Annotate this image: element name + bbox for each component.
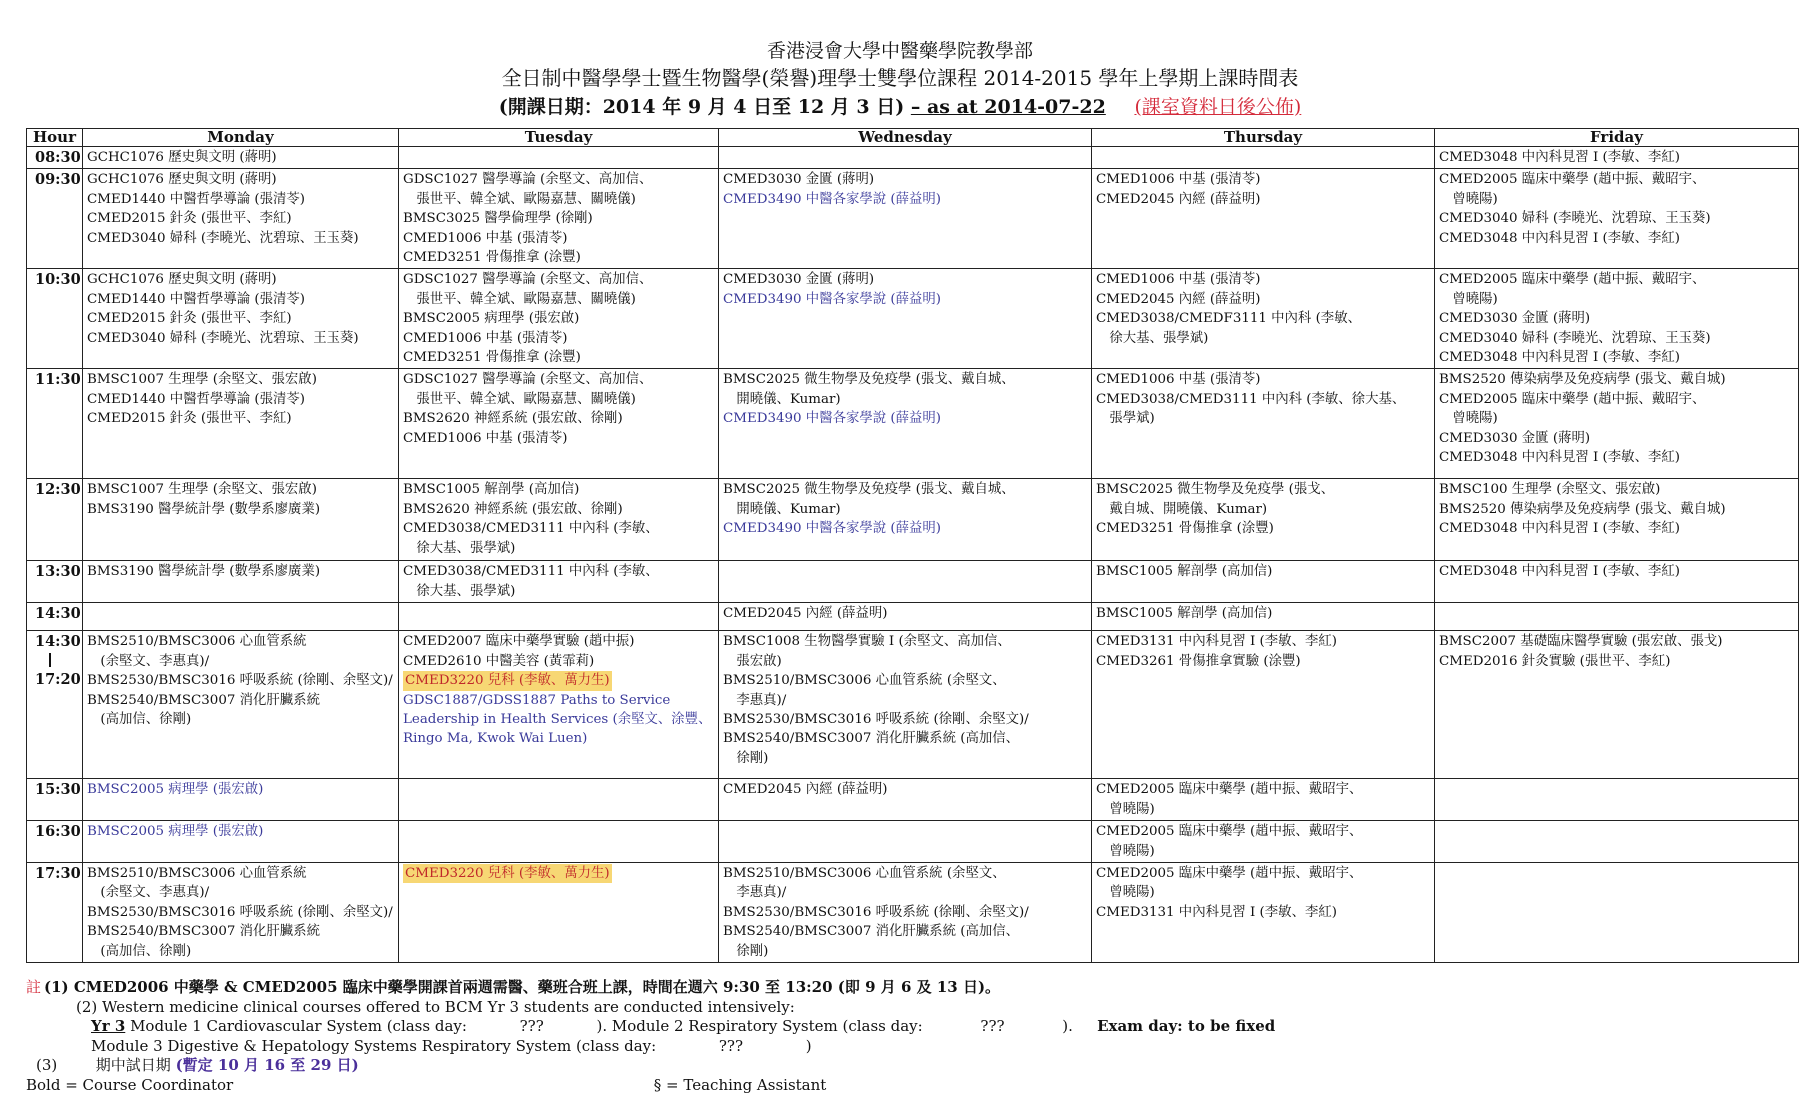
course-entry: CMED1006 中基 (張清苓) [403,330,568,346]
course-entry: 徐大基、張學斌) [403,540,516,556]
course-entry: BMS2510/BMSC3006 心血管系統 [87,634,307,650]
course-entry: CMED1006 中基 (張清苓) [403,430,568,446]
note-5-text: 期中試日期 [95,1056,171,1074]
hour-cell [27,369,83,479]
course-entry: (余堅文、李惠真)/ [87,885,210,901]
course-entry: CMED3038/CMEDF3111 中內科 (李敏、 [1096,311,1361,327]
course-entry: CMED1440 中醫哲學導論 (張清苓) [87,291,306,307]
course-entry: 開曉儀、Kumar) [723,391,841,407]
cell-friday [1435,369,1799,479]
term-dates: (開課日期：2014 年 9 月 4 日至 12 月 3 日) [498,96,905,118]
school-name: 香港浸會大學中醫藥學院教學部 [766,40,1033,62]
cell-tuesday [399,631,719,779]
course-entry: CMED2007 臨床中藥學實驗 (趙中振) [403,634,635,650]
cell-wednesday [719,369,1092,479]
cell-friday [1435,779,1799,821]
cell-friday [1435,479,1799,561]
course-entry: BMS2540/BMSC3007 消化肝臟系統 (高加信、 [723,924,1020,940]
course-entry: BMSC2025 微生物學及免疫學 (張戈、戴自城、 [723,482,1015,498]
course-entry: CMED2045 內經 (薛益明) [723,606,888,622]
course-entry: 李惠真)/ [723,885,787,901]
course-entry: CMED2016 針灸實驗 (張世平、李紅) [1439,653,1671,669]
course-entry: CMED3251 骨傷推拿 (涂豐) [1096,521,1274,537]
course-entry: GCHC1076 歷史與文明 (蔣明) [87,172,277,188]
course-entry: BMSC1007 生理學 (余堅文、張宏啟) [87,372,317,388]
cell-friday [1435,561,1799,603]
course-entry: CMED3040 婦科 (李曉光、沈碧琼、王玉葵) [1439,330,1711,346]
cell-thursday [1092,821,1435,863]
cell-tuesday [399,862,719,962]
hour-range-bar [49,653,51,667]
col-header-wednesday: Wednesday [719,129,1092,147]
note-3-module2: ). Module 2 Respiratory System (class day: [596,1017,923,1035]
course-entry: CMED2015 針灸 (張世平、李紅) [87,211,292,227]
ta-legend: § = Teaching Assistant [653,1075,827,1094]
cell-monday [83,631,399,779]
course-entry: BMS2620 神經系統 (張宏啟、徐剛) [403,501,623,517]
course-entry: 徐剛) [723,750,769,766]
course-entry: BMS2530/BMSC3016 呼吸系統 (徐剛、余堅文)/ [723,904,1029,920]
date-range-line [0,92,1800,122]
cell-thursday [1092,862,1435,962]
cell-monday [83,821,399,863]
cell-friday [1435,821,1799,863]
course-entry: 曾曉陽) [1096,885,1155,901]
col-header-tuesday: Tuesday [399,129,719,147]
course-entry: BMS2520 傳染病學及免疫病學 (張戈、戴自城) [1439,372,1726,388]
course-entry: (高加信、徐剛) [87,711,192,727]
hour-label: 17:30 [35,864,81,882]
cell-wednesday [719,169,1092,269]
note-4-close: ) [805,1036,812,1055]
course-entry: GCHC1076 歷史與文明 (蔣明) [87,150,277,165]
course-entry: CMED2005 臨床中藥學 (趙中振、戴昭宇、 [1439,272,1706,288]
course-entry: BMS2520 傳染病學及免疫病學 (張戈、戴自城) [1439,501,1726,517]
course-entry: CMED1006 中基 (張清苓) [403,230,568,246]
course-entry: CMED3030 金匱 (蔣明) [1439,311,1591,327]
cell-friday [1435,631,1799,779]
hour-label: 14:30 [35,605,81,623]
timetable-row [27,862,1799,962]
course-entry: CMED2045 內經 (薛益明) [1096,291,1261,307]
timetable-row [27,479,1799,561]
note-4-module3: Module 3 Digestive & Hepatology Systems Respiratory System (class day: [91,1036,657,1055]
note-3-exam: Exam day: to be fixed [1097,1017,1276,1035]
course-entry: 曾曉陽) [1096,843,1155,859]
col-header-hour: Hour [27,129,83,147]
course-entry: BMS2510/BMSC3006 心血管系統 (余堅文、 [723,865,1006,881]
cell-friday [1435,147,1799,169]
cell-tuesday [399,369,719,479]
course-entry: CMED3030 金匱 (蔣明) [723,172,875,188]
course-entry: CMED3131 中內科見習 I (李敏、李紅) [1096,904,1337,920]
cell-tuesday [399,821,719,863]
cell-monday [83,779,399,821]
course-entry: 張世平、韓全斌、歐陽嘉慧、關曉儀) [403,291,636,307]
course-entry: CMED3038/CMED3111 中內科 (李敏、徐大基、 [1096,391,1406,407]
cell-tuesday [399,147,719,169]
course-entry: CMED3131 中內科見習 I (李敏、李紅) [1096,634,1337,650]
course-entry: CMED3048 中內科見習 I (李敏、李紅) [1439,230,1680,246]
timetable-row [27,269,1799,369]
timetable-row [27,631,1799,779]
document-header [0,38,1800,122]
course-entry: BMSC2007 基礎臨床醫學實驗 (張宏啟、張戈) [1439,634,1723,650]
cell-thursday [1092,147,1435,169]
course-entry: 張世平、韓全斌、歐陽嘉慧、關曉儀) [403,191,636,207]
timetable [26,128,1799,963]
cell-monday [83,561,399,603]
course-entry: GDSC1027 醫學導論 (余堅文、高加信、 [403,372,653,388]
cell-thursday [1092,479,1435,561]
timetable-row [27,603,1799,631]
note-1: (1) CMED2006 中藥學 & CMED2005 臨床中藥學開課首兩週需醫、藥班合班上課，時間在週六 9:30 至 13:20 (即 9 月 6 及 13 日)。 [44,978,1001,996]
hour-label: 13:30 [35,563,81,581]
cell-thursday [1092,269,1435,369]
course-entry: BMSC1007 生理學 (余堅文、張宏啟) [87,482,317,498]
course-entry: CMED2005 臨床中藥學 (趙中振、戴昭宇、 [1439,172,1706,188]
hour-end-label: 17:20 [35,670,81,688]
course-entry: CMED3048 中內科見習 I (李敏、李紅) [1439,350,1680,366]
hour-cell [27,603,83,631]
course-entry: (高加信、徐剛) [87,943,192,959]
hour-cell [27,631,83,779]
cell-wednesday [719,862,1092,962]
hour-cell [27,561,83,603]
course-entry: CMED2005 臨床中藥學 (趙中振、戴昭宇、 [1096,865,1363,881]
hour-cell [27,779,83,821]
cell-monday [83,369,399,479]
course-entry: BMS2510/BMSC3006 心血管系統 [87,865,307,881]
course-entry: 徐大基、張學斌) [403,583,516,599]
course-entry: BMS2530/BMSC3016 呼吸系統 (徐剛、余堅文)/ [87,904,393,920]
course-entry: BMSC2005 病理學 (張宏啟) [87,824,264,840]
course-entry: CMED3490 中醫各家學說 (薛益明) [723,291,942,307]
course-entry: BMSC100 生理學 (余堅文、張宏啟) [1439,482,1661,498]
course-entry: BMS2510/BMSC3006 心血管系統 (余堅文、 [723,673,1006,689]
note-3-year: Yr 3 [91,1017,126,1035]
course-entry: BMS2540/BMSC3007 消化肝臟系統 [87,924,320,940]
cell-tuesday [399,779,719,821]
course-entry: CMED1006 中基 (張清苓) [1096,372,1261,388]
course-entry: BMSC1008 生物醫學實驗 I (余堅文、高加信、 [723,634,1011,650]
course-entry: BMSC2025 微生物學及免疫學 (張戈、 [1096,482,1335,498]
hour-label: 14:30 [35,633,81,651]
hour-cell [27,479,83,561]
course-entry: BMS2530/BMSC3016 呼吸系統 (徐剛、余堅文)/ [723,711,1029,727]
note-2: (2) Western medicine clinical courses offered to BCM Yr 3 students are conducted intensively: [76,997,795,1016]
course-entry: CMED3048 中內科見習 I (李敏、李紅) [1439,521,1680,537]
course-entry: BMSC1005 解剖學 (高加信) [1096,606,1273,622]
timetable-title: 全日制中醫學學士暨生物醫學(榮譽)理學士雙學位課程 2014-2015 學年上學期上課時間表 [501,66,1299,90]
cell-thursday [1092,603,1435,631]
cell-tuesday [399,169,719,269]
course-entry: CMED3038/CMED3111 中內科 (李敏、 [403,564,659,580]
notes-mark: 註 [26,978,42,996]
course-entry: BMS2540/BMSC3007 消化肝臟系統 (高加信、 [723,731,1020,747]
cell-tuesday [399,561,719,603]
course-entry: CMED3490 中醫各家學說 (薛益明) [723,411,942,427]
note-3-day2: ??? [980,1017,1005,1035]
course-entry: CMED3490 中醫各家學說 (薛益明) [723,191,942,207]
course-entry: 曾曉陽) [1439,411,1498,427]
course-entry: GDSC1887/GDSS1887 Paths to Service Leadership in Health Services (余堅文、涂豐、Ringo Ma, Kwok Wai Luen) [403,692,712,747]
course-entry: BMS2530/BMSC3016 呼吸系統 (徐剛、余堅文)/ [87,673,393,689]
hour-cell [27,147,83,169]
course-entry: GDSC1027 醫學導論 (余堅文、高加信、 [403,172,653,188]
note-4-day: ??? [718,1036,744,1055]
course-entry: BMSC1005 解剖學 (高加信) [403,482,580,498]
cell-wednesday [719,561,1092,603]
course-entry: CMED1006 中基 (張清苓) [1096,172,1261,188]
hour-label: 09:30 [35,171,81,189]
cell-friday [1435,603,1799,631]
note-3-module1: Module 1 Cardiovascular System (class day: [130,1017,467,1035]
cell-wednesday [719,603,1092,631]
course-entry: 李惠真)/ [723,692,787,708]
course-entry: CMED3030 金匱 (蔣明) [1439,430,1591,446]
course-entry: GCHC1076 歷史與文明 (蔣明) [87,272,277,288]
course-entry: 張宏啟) [723,653,782,669]
cell-friday [1435,169,1799,269]
cell-friday [1435,862,1799,962]
course-entry: BMSC1005 解剖學 (高加信) [1096,564,1273,580]
course-entry: BMSC2005 病理學 (張宏啟) [87,782,264,798]
course-entry: BMS3190 醫學統計學 (數學系廖廣業) [87,501,321,517]
timetable-body [27,147,1799,963]
course-entry: BMS3190 醫學統計學 (數學系廖廣業) [87,564,321,580]
course-entry: CMED2045 內經 (薛益明) [723,782,888,798]
course-entry: CMED2015 針灸 (張世平、李紅) [87,411,292,427]
course-entry: CMED3048 中內科見習 I (李敏、李紅) [1439,564,1680,580]
course-entry: 曾曉陽) [1439,291,1498,307]
cell-monday [83,603,399,631]
course-entry: (余堅文、李惠真)/ [87,653,210,669]
cell-monday [83,479,399,561]
course-entry: CMED3040 婦科 (李曉光、沈碧琼、王玉葵) [87,330,359,346]
timetable-row [27,821,1799,863]
cell-thursday [1092,169,1435,269]
cell-tuesday [399,269,719,369]
course-entry: 開曉儀、Kumar) [723,501,841,517]
course-entry: BMSC3025 醫學倫理學 (徐剛) [403,211,593,227]
cell-wednesday [719,147,1092,169]
course-entry: CMED3038/CMED3111 中內科 (李敏、 [403,521,659,537]
cell-thursday [1092,561,1435,603]
hour-cell [27,169,83,269]
hour-cell [27,821,83,863]
timetable-row [27,779,1799,821]
note-5-dates: (暫定 10 月 16 至 29 日) [175,1056,359,1074]
as-at-date: – as at 2014-07-22 [910,96,1106,118]
cell-monday [83,147,399,169]
col-header-friday: Friday [1435,129,1799,147]
course-entry: CMED1440 中醫哲學導論 (張清苓) [87,191,306,207]
course-entry: CMED3490 中醫各家學說 (薛益明) [723,521,942,537]
cell-monday [83,169,399,269]
cell-tuesday [399,603,719,631]
course-entry: CMED2045 內經 (薛益明) [1096,191,1261,207]
hour-label: 10:30 [35,271,81,289]
col-header-monday: Monday [83,129,399,147]
course-entry: BMSC2005 病理學 (張宏啟) [403,311,580,327]
note-3-close: ). [1062,1017,1073,1035]
course-entry: 徐大基、張學斌) [1096,330,1209,346]
course-entry: BMSC2025 微生物學及免疫學 (張戈、戴自城、 [723,372,1015,388]
hour-cell [27,269,83,369]
course-entry: CMED3220 兒科 (李敏、萬力生) [403,864,612,883]
course-entry: 張世平、韓全斌、歐陽嘉慧、關曉儀) [403,391,636,407]
cell-wednesday [719,821,1092,863]
course-entry: CMED3048 中內科見習 I (李敏、李紅) [1439,450,1680,466]
hour-label: 08:30 [35,149,81,166]
course-entry: CMED2610 中醫美容 (黃霏莉) [403,653,595,669]
course-entry: CMED2005 臨床中藥學 (趙中振、戴昭宇、 [1096,782,1363,798]
notes-section [26,978,1786,1095]
course-entry: BMS2540/BMSC3007 消化肝臟系統 [87,692,320,708]
course-entry: 徐剛) [723,943,769,959]
cell-thursday [1092,779,1435,821]
room-notice: (課室資料日後公佈) [1134,96,1302,118]
hour-label: 12:30 [35,481,81,499]
hour-label: 11:30 [35,371,81,389]
timetable-row [27,369,1799,479]
course-entry: CMED3251 骨傷推拿 (涂豐) [403,350,581,366]
course-entry: CMED3030 金匱 (蔣明) [723,272,875,288]
course-entry: 曾曉陽) [1096,801,1155,817]
timetable-row [27,169,1799,269]
hour-cell [27,862,83,962]
bold-legend: Bold = Course Coordinator [26,1075,234,1094]
course-entry: CMED3251 骨傷推拿 (涂豐) [403,250,581,266]
course-entry: 張學斌) [1096,411,1155,427]
timetable-header-row [27,129,1799,147]
course-entry: CMED2005 臨床中藥學 (趙中振、戴昭宇、 [1439,391,1706,407]
cell-wednesday [719,269,1092,369]
note-3-day1: ??? [519,1017,544,1035]
cell-thursday [1092,631,1435,779]
cell-monday [83,269,399,369]
course-entry: CMED2015 針灸 (張世平、李紅) [87,311,292,327]
hour-label: 16:30 [35,823,81,841]
course-entry: CMED3040 婦科 (李曉光、沈碧琼、王玉葵) [1439,211,1711,227]
cell-tuesday [399,479,719,561]
timetable-row [27,561,1799,603]
cell-wednesday [719,779,1092,821]
course-entry: CMED2005 臨床中藥學 (趙中振、戴昭宇、 [1096,824,1363,840]
cell-thursday [1092,369,1435,479]
course-entry: CMED3261 骨傷推拿實驗 (涂豐) [1096,653,1301,669]
course-entry: CMED1440 中醫哲學導論 (張清苓) [87,391,306,407]
course-entry: 曾曉陽) [1439,191,1498,207]
cell-friday [1435,269,1799,369]
course-entry: CMED1006 中基 (張清苓) [1096,272,1261,288]
course-entry: GDSC1027 醫學導論 (余堅文、高加信、 [403,272,653,288]
cell-wednesday [719,631,1092,779]
course-entry: CMED3220 兒科 (李敏、萬力生) [403,671,612,690]
cell-monday [83,862,399,962]
course-entry: CMED3040 婦科 (李曉光、沈碧琼、王玉葵) [87,230,359,246]
timetable-row [27,147,1799,169]
course-entry: CMED3048 中內科見習 I (李敏、李紅) [1439,150,1680,165]
col-header-thursday: Thursday [1092,129,1435,147]
cell-wednesday [719,479,1092,561]
hour-label: 15:30 [35,781,81,799]
course-entry: BMS2620 神經系統 (張宏啟、徐剛) [403,411,623,427]
note-5-number: (3) [36,1056,58,1074]
course-entry: 戴自城、開曉儀、Kumar) [1096,501,1268,517]
